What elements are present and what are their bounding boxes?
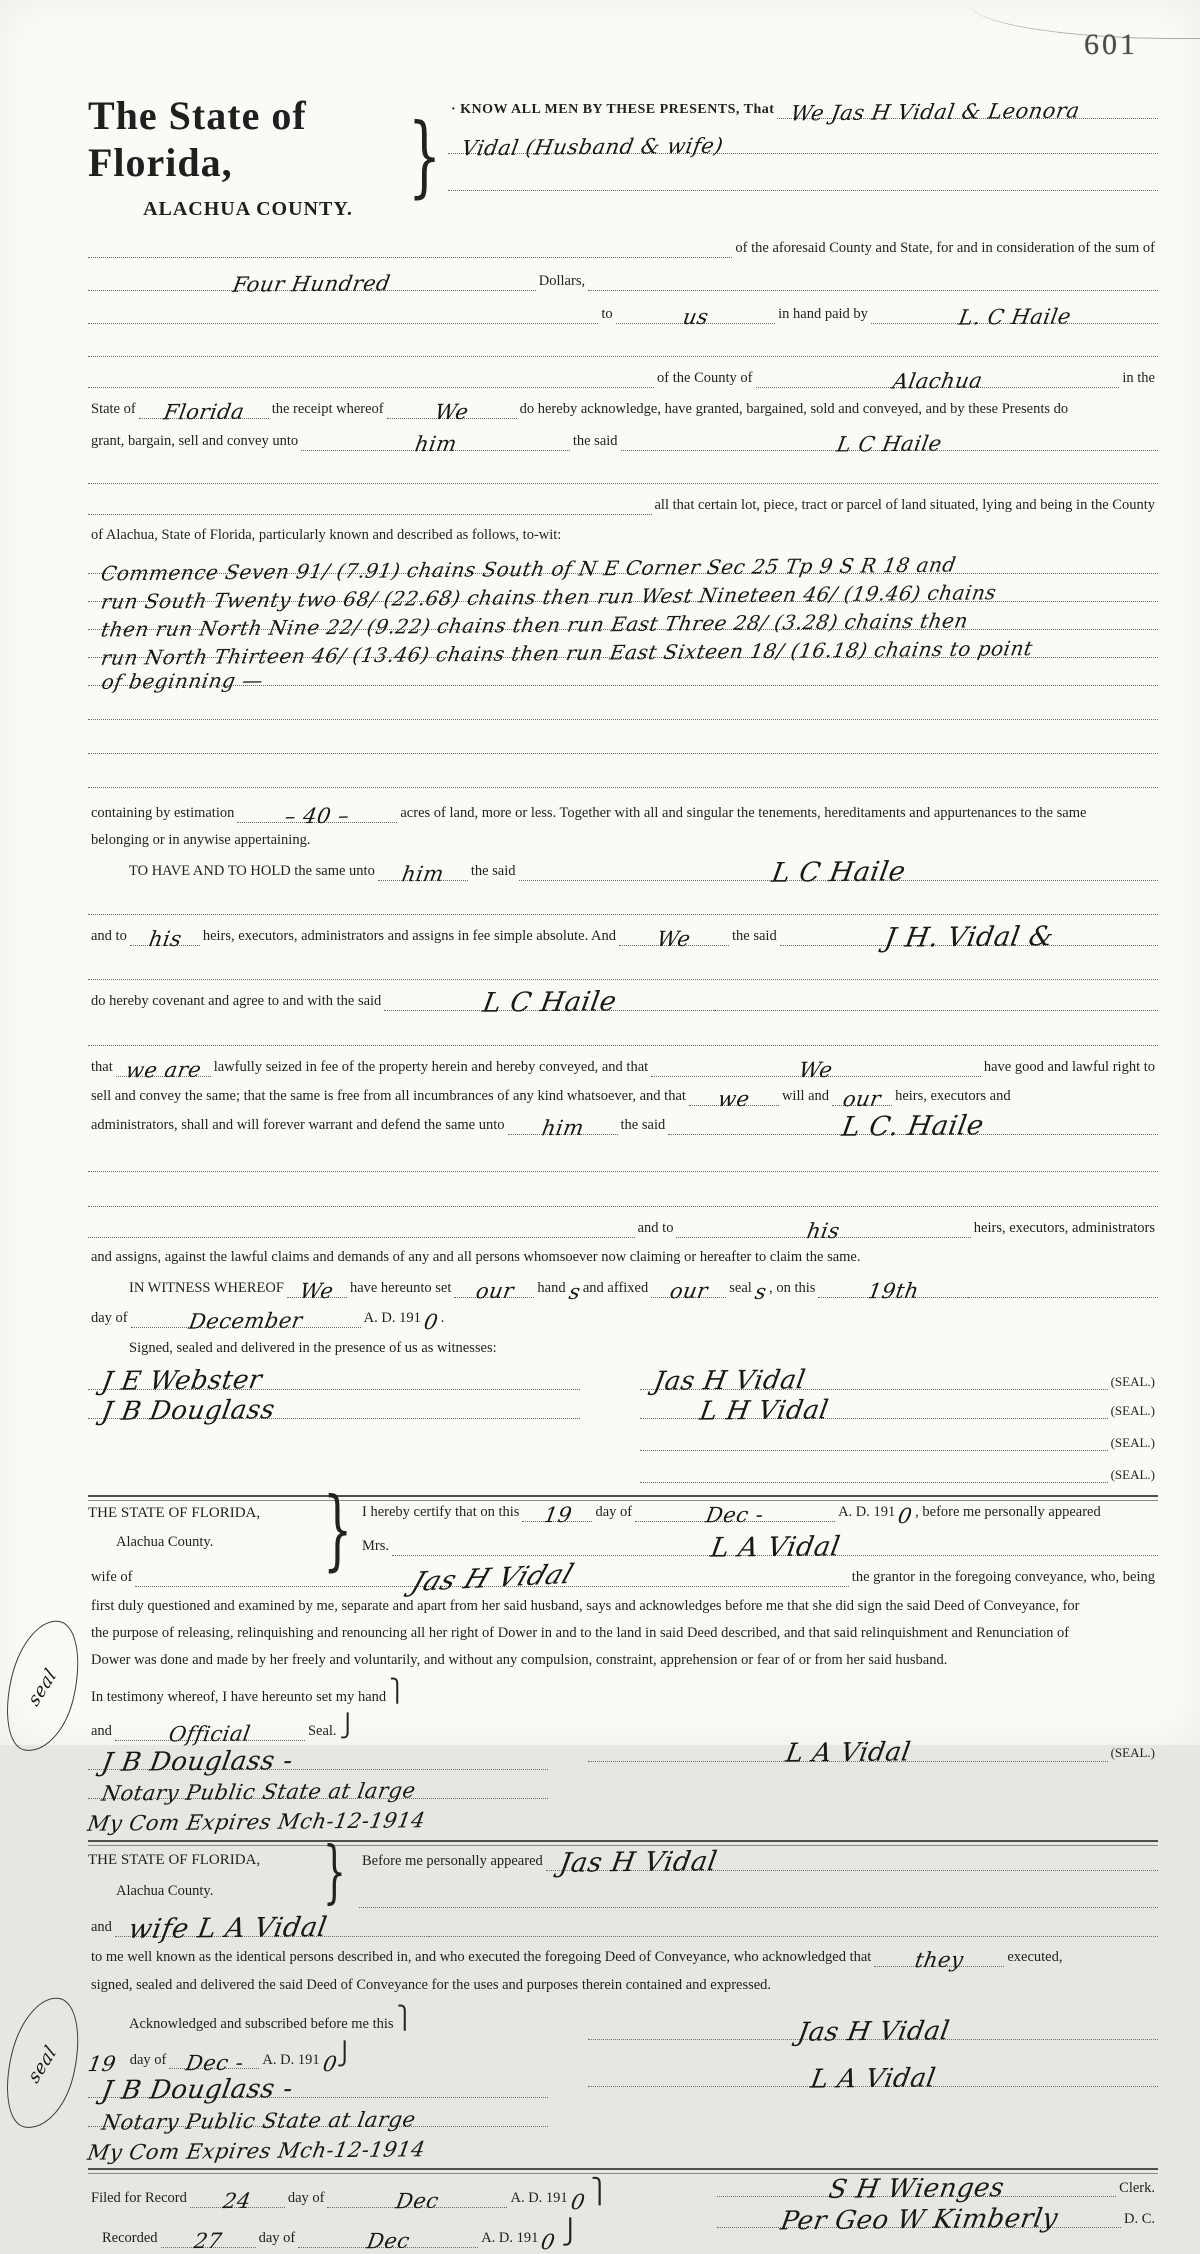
notary-seal-oval: [0, 1613, 91, 1759]
notary-brace: ⎭: [339, 1713, 357, 1739]
blank-line: [88, 1171, 1158, 1172]
that-label: that: [91, 1059, 113, 1076]
and-to-label: and to: [637, 1220, 674, 1237]
blank-line: [588, 290, 1158, 291]
aforesaid-clause: of the aforesaid County and State, for and in consideration of the sum of: [735, 240, 1155, 257]
before-appeared-label: Before me personally appeared: [362, 1853, 543, 1870]
receipt-who-handwriting: We: [433, 400, 471, 425]
blank-line: [88, 514, 652, 515]
they-handwriting: they: [913, 1948, 966, 1973]
month-handwriting: Dec -: [704, 1502, 766, 1528]
convey-unto-handwriting: him: [412, 432, 459, 457]
convey-unto-label: grant, bargain, sell and convey unto: [91, 433, 299, 450]
defend-unto-handwriting: him: [539, 1116, 586, 1141]
legal-description-line: of beginning —: [99, 668, 266, 694]
seal-paren-label: (SEAL.): [1110, 1745, 1155, 1761]
assigns-clause: and assigns, against the lawful claims and demands of any and all persons whomsoever now claiming or hereafter to claim the same.: [91, 1249, 861, 1266]
blank-signature-line: [640, 1482, 1107, 1483]
to-label: to: [601, 306, 613, 323]
heirs-executors-label: heirs, executors and: [895, 1088, 1011, 1105]
and-label: and: [91, 1919, 112, 1936]
blank-line: [88, 387, 654, 388]
filed-month-handwriting: Dec: [394, 2188, 441, 2214]
blank-line: [88, 257, 732, 258]
hand-plural-handwriting: s: [566, 1280, 583, 1305]
blank-line: [88, 914, 1158, 915]
witness-signature: J B Douglass: [99, 1394, 278, 1427]
day-of-label: day of: [258, 2229, 296, 2246]
legal-description-line: run South Twenty two 68/ (22.68) chains then run West Nineteen 46/ (19.46) chains: [99, 580, 999, 614]
blank-line: [429, 1936, 1158, 1937]
clerk-signature: S H Wienges: [826, 2172, 1007, 2205]
hold-unto-handwriting: him: [400, 862, 446, 887]
day-handwriting: 19th: [866, 1278, 921, 1304]
blank-line: [968, 1297, 1158, 1298]
recorded-label: Recorded: [102, 2229, 158, 2246]
to-wit-clause: of Alachua, State of Florida, particularly known and described as follows, to-wit:: [91, 527, 562, 544]
blank-line: [88, 979, 1158, 980]
known-clause: to me well known as the identical persons described in, and who executed the foregoing Deed of Conveyance, who acknowledged that: [91, 1949, 872, 1966]
month-handwriting: December: [187, 1308, 305, 1334]
seal-paren-label: (SEAL.): [1110, 1435, 1155, 1450]
notary-expiry-handwriting: My Com Expires Mch-12-1914: [85, 2136, 428, 2165]
will-and-label: will and: [781, 1088, 830, 1105]
notary-brace: ⎭: [336, 2041, 353, 2067]
blank-line: [359, 1907, 1158, 1908]
ad-label: A. D. 191: [262, 2051, 320, 2068]
to-whom-handwriting: us: [680, 305, 711, 330]
certify-clause: I hereby certify that on this: [362, 1504, 520, 1521]
day-of-label: day of: [129, 2051, 167, 2068]
state-of-label: State of: [91, 401, 136, 418]
ad-label: A. D. 191: [363, 1310, 421, 1327]
clerk-label: Clerk.: [1119, 2179, 1155, 2196]
sell-who-handwriting: we: [716, 1087, 752, 1112]
day-of-label: day of: [287, 2189, 325, 2206]
record-brace: ⎭: [561, 2217, 580, 2246]
blank-line: [88, 1237, 635, 1238]
right-to-clause: have good and lawful right to: [983, 1059, 1155, 1076]
acknowledge-clause: do hereby acknowledge, have granted, bargained, sold and conveyed, and by these Presents do: [519, 401, 1069, 418]
blank-line: [448, 190, 1158, 191]
header-brace-wrap: [408, 92, 448, 221]
witnesses-clause: Signed, sealed and delivered in the presence of us as witnesses:: [129, 1340, 497, 1357]
affixed-label: and affixed: [582, 1280, 649, 1297]
and-label: and: [91, 1723, 112, 1740]
blank-line: [88, 483, 1158, 484]
blank-line: [88, 1206, 1158, 1207]
day-handwriting: 19: [86, 2051, 118, 2076]
dower-paragraph: the purpose of releasing, relinquishing and renouncing all her right of Dower in and to the land in said Deed described, and that said relinquishment and Renunciation of: [91, 1625, 1070, 1642]
seal-paren-label: (SEAL.): [1110, 1467, 1155, 1482]
notary-brace: ⎫: [389, 1679, 406, 1704]
legal-description-line: run North Thirteen 46/ (13.46) chains then run East Sixteen 18/ (16.18) chains to point: [99, 636, 1035, 670]
recorded-day-handwriting: 27: [192, 2228, 225, 2254]
ack-state-heading: THE STATE OF FLORIDA,: [88, 1852, 261, 1869]
blank-line: [714, 1010, 1158, 1011]
dower-acknowledgment: [24, 1477, 1158, 1837]
seal-oval-handwriting: seal: [24, 1664, 61, 1711]
wife-seal-signature: L A Vidal: [783, 1737, 913, 1769]
seal-plural-handwriting: s: [752, 1280, 769, 1305]
seized-clause: lawfully seized in fee of the property herein and hereby conveyed, and that: [213, 1059, 649, 1076]
sell-clause: sell and convey the same; that the same is free from all incumbrances of any kind whatsoever, and that: [91, 1088, 686, 1105]
husband-name-handwriting: Jas H Vidal: [407, 1558, 578, 1598]
in-the-label: in the: [1122, 370, 1155, 387]
ad-label: A. D. 191: [838, 1504, 896, 1521]
grantor-name-handwriting: J H. Vidal &: [882, 920, 1056, 954]
payer-name-handwriting: L. C Haile: [956, 304, 1073, 330]
consideration-amount-handwriting: Four Hundred: [231, 271, 393, 298]
grantors-names-line1: We Jas H Vidal & Leonora: [789, 98, 1083, 126]
containing-label: containing by estimation: [91, 805, 235, 822]
year-handwriting: 0: [421, 1310, 440, 1335]
seal-paren-label: (SEAL.): [1110, 1373, 1155, 1389]
day-of-label: day of: [595, 1504, 633, 1521]
header-left: [88, 92, 408, 221]
the-said-label: the said: [572, 433, 618, 450]
grantor-name-handwriting: Jas H Vidal: [557, 1846, 720, 1879]
our-handwriting: our: [667, 1279, 710, 1304]
signed-delivered-clause: signed, sealed and delivered the said Deed of Conveyance for the uses and purposes therein contained and expressed.: [91, 1977, 772, 1994]
county-of-label: of the County of: [657, 370, 753, 387]
grantee-name-handwriting: L C Haile: [769, 856, 908, 889]
recorded-month-handwriting: Dec: [365, 2228, 412, 2254]
grantor-signature: Jas H Vidal: [795, 2015, 952, 2048]
the-said-label: the said: [470, 863, 516, 880]
document-header: [88, 92, 1158, 221]
blank-line: [88, 1045, 1158, 1046]
dower-paragraph: first duly questioned and examined by me, separate and apart from her said husband, says and acknowledges before me that she did sign the said Deed of Conveyance, for: [91, 1598, 1080, 1615]
grantors-names-line2: Vidal (Husband & wife): [459, 133, 726, 161]
blank-line: [88, 719, 1158, 720]
covenant-with-handwriting: L C Haile: [480, 986, 619, 1019]
blank-line: [88, 787, 1158, 788]
acreage-handwriting: – 40 –: [283, 803, 352, 829]
header-brace: }: [408, 105, 442, 208]
year-handwriting: 0: [896, 1504, 915, 1529]
acres-clause: acres of land, more or less. Together with all and singular the tenements, hereditaments and appurtenances to the same: [400, 805, 1087, 822]
administrators-clause: administrators, shall and will forever warrant and defend the same unto: [91, 1117, 505, 1134]
seized-who-handwriting: we are: [123, 1057, 203, 1083]
witness-we-handwriting: We: [298, 1279, 336, 1304]
and-to-label: and to: [91, 928, 127, 945]
presents-clause: · KNOW ALL MEN BY THESE PRESENTS, That: [451, 101, 775, 117]
seal-oval-handwriting: seal: [24, 2041, 61, 2088]
blank-line: [88, 323, 598, 324]
seal-paren-label: (SEAL.): [1110, 1403, 1155, 1418]
ad-label: A. D. 191: [510, 2189, 568, 2206]
filed-day-handwriting: 24: [221, 2188, 254, 2213]
recorded-year-handwriting: 0: [539, 2229, 558, 2254]
filed-label: Filed for Record: [91, 2189, 187, 2206]
belonging-clause: belonging or in anywise appertaining.: [91, 832, 311, 849]
grantor-clause: the grantor in the foregoing conveyance, who, being: [851, 1569, 1155, 1586]
legal-description-line: Commence Seven 91/ (7.91) chains South of N E Corner Sec 25 Tp 9 S R 18 and: [99, 552, 959, 586]
ack-state-heading: THE STATE OF FLORIDA,: [88, 1505, 261, 1521]
whose-heirs-handwriting: his: [805, 1219, 843, 1244]
legal-description-line: then run North Nine 22/ (9.22) chains then run East Three 28/ (3.28) chains then: [99, 608, 971, 642]
ack-county-heading: Alachua County.: [116, 1534, 214, 1550]
our-handwriting: our: [473, 1279, 516, 1304]
notary-title-handwriting: Notary Public State at large: [99, 2106, 418, 2135]
testimony-clause: In testimony whereof, I have hereunto set my hand: [91, 1688, 387, 1705]
grantee-name-handwriting: L C. Haile: [839, 1110, 987, 1143]
notary-brace: ⎫: [396, 2006, 414, 2032]
wife-signature: L A Vidal: [708, 1531, 843, 1564]
deputy-clerk-signature: Per Geo W Kimberly: [778, 2203, 1061, 2237]
official-handwriting: Official: [167, 1722, 253, 1747]
mrs-label: Mrs.: [362, 1538, 389, 1555]
notary-expiry-handwriting: My Com Expires Mch-12-1914: [85, 1808, 428, 1837]
to-have-label: TO HAVE AND TO HOLD the same unto: [129, 863, 375, 880]
wife-of-label: wife of: [91, 1569, 133, 1586]
dower-paragraph: Dower was done and made by her freely and voluntarily, and without any compulsion, constraint, apprehension or fear of or from her said husband.: [91, 1652, 948, 1669]
heirs-administrators-label: heirs, executors, administrators: [973, 1220, 1155, 1237]
set-label: have hereunto set: [349, 1280, 452, 1297]
blank-line: [88, 356, 1158, 357]
period: .: [440, 1310, 445, 1327]
day-handwriting: 19: [541, 1503, 574, 1528]
whose-heirs-handwriting: our: [841, 1087, 884, 1112]
recording-block: [88, 2172, 1158, 2254]
seal-label: seal: [729, 1280, 752, 1297]
state-name-handwriting: Florida: [161, 399, 246, 425]
header-right: [448, 92, 1158, 221]
record-brace: ⎫: [590, 2177, 609, 2206]
county-name-handwriting: Alachua: [890, 368, 985, 394]
ack-county-heading: Alachua County.: [116, 1883, 214, 1900]
document-title: The State of Florida,: [88, 93, 307, 185]
subscribed-clause: Acknowledged and subscribed before me this: [129, 2015, 394, 2032]
ack-brace: }: [323, 1477, 353, 1580]
heirs-clause: heirs, executors, administrators and assigns in fee simple absolute. And: [202, 928, 617, 945]
heirs-whose-handwriting: his: [146, 927, 184, 952]
wife-name-handwriting: wife L A Vidal: [126, 1911, 330, 1945]
paid-by-label: in hand paid by: [778, 306, 868, 323]
notary-title-handwriting: Notary Public State at large: [99, 1778, 418, 1807]
all-that-clause: all that certain lot, piece, tract or parcel of land situated, lying and being in the County: [654, 497, 1155, 514]
ack-brace: }: [323, 1834, 346, 1913]
filed-year-handwriting: 0: [568, 2189, 587, 2214]
the-said-label: the said: [620, 1117, 666, 1134]
page-number: 601: [1084, 28, 1138, 61]
witness-signature: J E Webster: [99, 1365, 265, 1397]
right-who-handwriting: We: [797, 1058, 835, 1083]
notary-seal-oval: [0, 1990, 91, 2136]
receipt-label: the receipt whereof: [271, 401, 384, 418]
blank-line: [88, 753, 1158, 754]
notary-signature: J B Douglass -: [99, 2073, 296, 2106]
grantor-acknowledgment: [24, 1834, 1158, 2165]
and-who-handwriting: We: [655, 927, 693, 952]
appeared-label: , before me personally appeared: [915, 1504, 1101, 1521]
in-witness-label: IN WITNESS WHEREOF: [129, 1280, 284, 1297]
month-handwriting: Dec -: [183, 2050, 246, 2075]
hand-label: hand: [537, 1280, 566, 1297]
dollars-label: Dollars,: [538, 273, 586, 290]
year-handwriting: 0: [320, 2051, 339, 2076]
executed-label: executed,: [1007, 1949, 1063, 1966]
notary-signature: J B Douglass -: [99, 1745, 296, 1778]
the-said-label: the said: [732, 928, 777, 945]
blank-signature-line: [640, 1450, 1107, 1451]
deputy-clerk-label: D. C.: [1123, 2210, 1155, 2227]
on-this-label: , on this: [769, 1280, 816, 1297]
ad-label: A. D. 191: [481, 2229, 539, 2246]
grantor-signature: L H Vidal: [697, 1394, 831, 1427]
wife-signature: L A Vidal: [808, 2063, 938, 2095]
grantee-name-handwriting: L C Haile: [835, 431, 944, 457]
covenant-label: do hereby covenant and agree to and with the said: [91, 993, 382, 1010]
grantor-signature: Jas H Vidal: [651, 1365, 809, 1397]
day-of-label: day of: [91, 1310, 128, 1327]
county-heading: ALACHUA COUNTY.: [143, 198, 353, 220]
seal-word-label: Seal.: [307, 1723, 337, 1740]
